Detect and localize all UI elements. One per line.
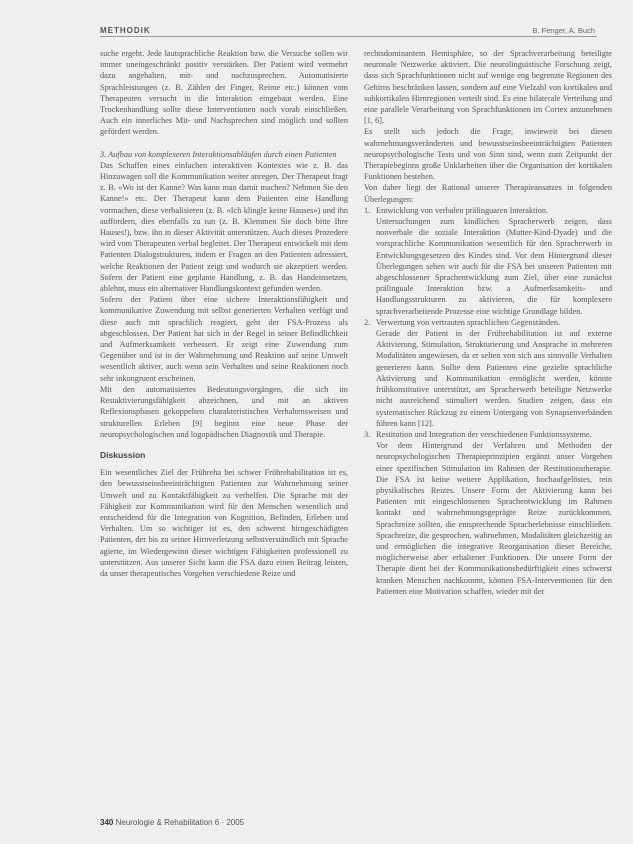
running-authors: B. Fenger, A. Buch — [532, 26, 595, 35]
section-label: METHODIK — [100, 26, 151, 35]
page-number: 340 — [100, 818, 114, 827]
paragraph: suche ergeht. Jede lautsprachliche Reaktion bzw. die Versuche sollen wir immer uneingeschränkt positiv verstärken. Der Patient wird vermehrt dazu angehalten, mit- und nachzusprechen. Automatisierte Sprachleistungen (z. B. Zählen der Finger, Reime etc.) können vom Therapeuten versucht in die Interaktion eingebaut werden. Eine Trockenhandlung sollte diese Interventionen noch vorab einschließen. Auch ein innerliches Mit- und Nachsprechen sind möglich und sollten gefördert werden. — [100, 49, 348, 137]
paragraph: Das Schaffen eines einfachen interaktiven Kontextes wie z. B. das Hinzuwagen soll die Kommunikation weiter anregen. Der Therapeut fragt z. B. «Wo ist der Kanne? Was kann man damit machen? Nehmen Sie den Kanne!» etc. Der Therapeut kann dem Patienten eine Handlung vormachen, diese verbalisieren (z. B. «Ich klingle keine Hauses») und ihn auffordern, dies ebenfalls zu tun (z. B. Klemmen Sie doch bitte Ihre Hauses!), bzw. ihn in dieser Aktivität unterstützen. Auch dieses Prozedere wird vom Therapeuten verbal begleitet. Der Therapeut entwickelt mit dem Patienten Dialogstrukturen, indem er Fragen an den Patienten adressiert, welche Reaktionen der Patient zeigt und wodurch sie akzeptiert werden. Sofern der Patient eine geplante Handlung, z. B. das Handeinsetzen, ablehnt, muss ein alternativer Handlungskontext gefunden werden. — [100, 160, 348, 294]
numbered-list — [364, 205, 612, 597]
list-item-text: Untersuchungen zum kindlichen Spracherwerb zeigen, dass nonverbale die soziale Interaktion (Mutter-Kind-Dyade) und die vorsprachliche Kommunikation wesentlich für den Spracherwerb in Entwicklungsgesetzen des Kindes sind. Vor dem Hintergrund dieser Überlegungen sehen wir auch für die FSA bei unseren Patienten mit abgeschlossener Sprachentwicklung zum Ziel, über eine zunächst prälinguale Interaktion bzw. a Aufmerksamkeits- und Handlungsstrukturen zu aktivieren, die für komplexere sprachverarbeitende Prozesse eine wichtige Grundlage bilden. — [376, 217, 612, 316]
list-number: 2. — [364, 317, 371, 327]
list-item-title: Verwertung von vertrauten sprachlichen Gegenständen. — [376, 317, 561, 327]
list-item-title: Restitution und Integration der verschiedenen Funktionssysteme. — [376, 429, 592, 439]
list-item-text: Vor dem Hintergrund der Verfahren und Methoden der neuropsychologischen Therapieprinzipien ergänzt unser Vorgehen einer spezifischen Stimulation im Rahmen der Restitutionstherapie. Die FSA ist keine weitere Applikation, hochaufgelöstes, rein physikalisches Reizes. Unsere Form der Aktivierung kann bei Patienten mit eingeschlossenen Sprachentwicklung im Rahmen kontakt und wahrnehmungsgeprägte Reize zurückkommen. Sprachreize sollten, die entsprechende Spracherlebnisse einschließen. Sprachreize, die gesprochen, wahrnehmen, Modalitäten gleichzeitig an und ermöglichen die integrative Reorganisation dieser Bereiche, möglicherweise aber erhaltener Funktionen. Die unsere Form der Therapie dient bei der Kommunikationsbedürftigkeit eines schwerst kranken Menschen nachkommt, können FSA-Interventionen für den Patienten eine Motivation schaffen, wieder mit der — [376, 441, 612, 596]
paragraph: Es stellt sich jedoch die Frage, inwieweit bei diesen wahrnehmungsveränderten und bewusstseinsbeeinträchtigten Patienten neuropsychologische Tests und von Sinn sind, wenn zum Zeitpunkt der Therapiebeginns große Unklarheiten über die Organisation der kortikalen Funktionen bestehen. — [364, 127, 612, 182]
journal-name: Neurologie & Rehabilitation 6 · 2005 — [115, 818, 245, 827]
page-footer — [100, 818, 244, 827]
paragraph: Sofern der Patient über eine sichere Interaktionsfähigkeit und kommunikative Zuwendung mit selbst generierten Verhalten verfügt und diese auch mit sprachlich reagiert, geht der FSA-Prozess als abgeschlossen. Der Patient hat sich in der Regel in seiner Befindlichkeit und Aufmerksamkeit verbessert. Er zeigt eine Zuwendung zum Gegenüber und ist in der Wahrnehmung und Reaktion auf seine Umwelt wesentlich aktiver, auch wenn sein Verhalten und seine Reaktionen noch sehr inkongruent erscheinen. — [100, 295, 348, 383]
left-column — [100, 48, 348, 579]
list-item — [364, 429, 612, 597]
paragraph: Mit den automatisiertes Bedeutungsvorgängen, die sich im Restaktivierungsfähigkeit abzeichnen, und mit an aktiven Reflexionsphasen gekoppelten charakteristischen Verhaltensweisen und strukturellen Erleben [9] beginnt eine neue Phase der neuropsychologischen und logopädischen Diagnostik und Therapie. — [100, 384, 348, 439]
list-item — [364, 205, 612, 317]
list-item-text: Gerade der Patient in der Frührehabilitation ist auf externe Aktivierung, Stimulation, Strukturierung und Ansprache in mehreren Modalitäten angewiesen, da er selten von sich aus sinnvolle Verhalten generieren kann. Sollte dem Patienten eine gezielte sprachliche Aktivierung und Kommunikation ermöglicht werden, könnte frühkonstitutive unterstützt, am Spracherwerb beteiligte Netzwerke nicht ausreichend stimuliert werden. Studien zeigen, dass ein systematischer Rückzug zu einem Untergang von Synapsenverbänden führen kann [12]. — [376, 329, 612, 428]
paragraph: Ein wesentliches Ziel der Frühreha bei schwer Frührehabilitation ist es, den bewusstseinsbeeinträchtigten Patienten zur Wahrnehmung seiner Umwelt und zu Kontaktfähigkeit zu verhelfen. Die Sprache mit der Fähigkeit zur Kommunikation wird für den Menschen wesentlich und entscheidend für die Integration von Kognition, Befinden, Erleben und Verhalten. Um so wichtiger ist es, den schwerst hirngeschädigten Patienten, der bis zu seiner Hirnverletzung selbstverständlich mit Sprache agierte, im Wiedergewinn dieser wichtigen Fähigkeiten professionell zu unterstützen. Aus unserer Sicht kann die FSA dazu einen Beitrag leisten, da unser therapeutisches Vorgehen verschiedene Reize und — [100, 468, 348, 578]
right-column — [364, 48, 612, 597]
list-item-title: Entwicklung von verbalen prälinguaren Interaktion. — [376, 205, 549, 215]
list-item — [364, 317, 612, 429]
paragraph: Von daher liegt der Rational unserer Therapieansatzes in folgenden Überlegungen: — [364, 183, 612, 204]
header-rule — [100, 36, 597, 37]
paragraph: rechtsdominantem Hemisphäre, so der Sprachverarbeitung beteiligte neuronale Netzwerke aktiviert. Die neurolinguistische Forschung zeigt, dass sich Sprachfunktionen nicht auf wenige eng begrenzte Regionen des Gehirns beschränken lassen, sondern auf eine Vielzahl von kortikalen und subkortikalen Hirnregionen verteilt sind. Es eine bilaterale Verteilung und eine parallele Verarbeitung von Sprachfunktionen im Cortex anzunehmen [1, 6]. — [364, 49, 612, 126]
subsection-heading: 3. Aufbau von komplexeren Interaktionsabläufen durch einen Patienten — [100, 149, 337, 159]
list-number: 3. — [364, 429, 371, 439]
list-number: 1. — [364, 205, 371, 215]
discussion-heading: Diskussion — [100, 449, 146, 460]
